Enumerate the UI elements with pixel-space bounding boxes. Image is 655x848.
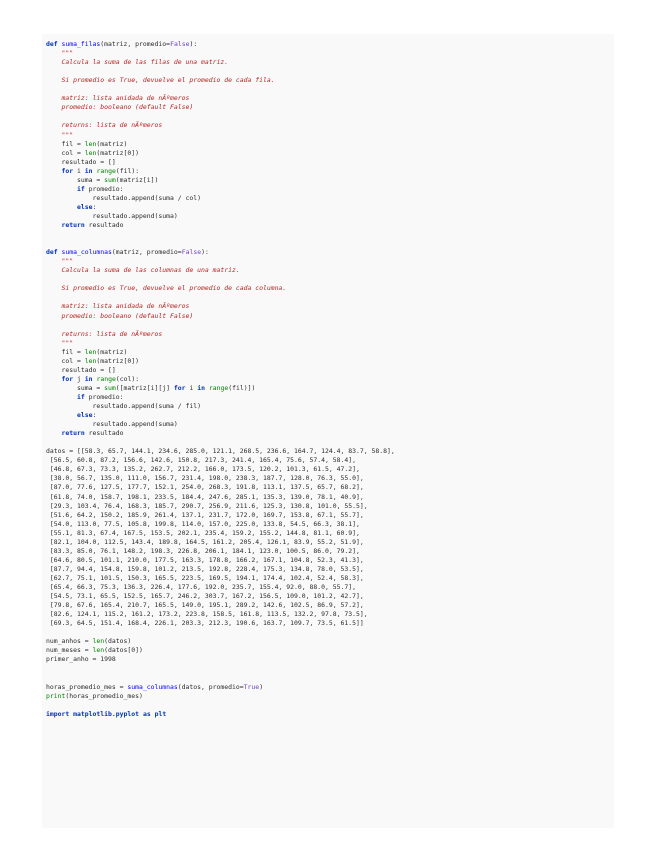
code-line: [87.0, 77.6, 127.5, 177.7, 152.1, 254.0, 268.3, 191.8, 113.1, 137.5, 65.7, 68.2], — [46, 483, 364, 492]
code-line: [38.0, 56.7, 135.0, 111.0, 156.7, 231.4, 198.0, 238.3, 187.7, 128.0, 76.3, 55.0], — [46, 474, 364, 483]
code-line: [83.3, 85.0, 76.1, 148.2, 198.3, 226.8, 206.1, 184.1, 123.0, 100.5, 86.0, 79.2], — [46, 546, 360, 555]
code-line: Si promedio es True, devuelve el promedio de cada fila. — [46, 76, 275, 85]
code-line: [55.1, 81.3, 67.4, 167.5, 153.5, 202.1, 235.4, 159.2, 155.2, 144.8, 81.1, 60.9], — [46, 528, 360, 537]
code-line: suma = sum(matriz[i]) — [46, 175, 159, 184]
code-line: [61.8, 74.0, 158.7, 198.1, 233.5, 184.4, 247.6, 285.1, 135.3, 139.0, 78.1, 40.9], — [46, 492, 364, 501]
code-line: promedio: booleano (default False) — [46, 311, 194, 320]
code-line: returns: lista de nÃºmeros — [46, 121, 163, 130]
code-line: resultado = [] — [46, 365, 116, 374]
code-line: import matplotlib.pyplot as plt — [46, 709, 167, 718]
code-line: [69.3, 64.5, 151.4, 168.4, 226.1, 203.3, 212.3, 190.6, 163.7, 109.7, 73.5, 61.5]] — [46, 619, 364, 628]
code-line: fil = len(matriz) — [46, 139, 128, 148]
code-line: def suma_filas(matriz, promedio=False): — [46, 40, 198, 48]
code-line: [64.6, 80.5, 101.1, 210.0, 177.5, 163.3, 178.8, 166.2, 167.1, 104.8, 52.3, 41.3], — [46, 555, 364, 564]
code-line: return resultado — [61, 429, 124, 438]
code-line: for j in range(col): — [61, 374, 140, 383]
code-line: resultado.append(suma) — [46, 420, 178, 429]
code-line: resultado.append(suma / col) — [46, 193, 202, 202]
code-line: resultado = [] — [46, 157, 116, 166]
code-line: """ — [46, 338, 74, 347]
code-line: horas_promedio_mes = suma_columnas(datos, promedio=True) — [46, 682, 264, 691]
code-line: [62.7, 75.1, 101.5, 150.3, 165.5, 223.5, 169.5, 194.1, 174.4, 102.4, 52.4, 58.3], — [46, 573, 364, 582]
code-line: print(horas_promedio_mes) — [46, 691, 143, 700]
code-line: num_meses = len(datos[0]) — [46, 646, 143, 655]
code-line: [54.5, 73.1, 65.5, 152.5, 165.7, 246.2, 303.7, 167.2, 156.5, 109.0, 101.2, 42.7], — [46, 592, 364, 601]
code-line: """ — [46, 49, 74, 58]
code-line: if promedio: — [77, 184, 124, 193]
code-line: if promedio: — [77, 392, 124, 401]
code-line: matriz: lista anidada de nÃºmeros — [46, 302, 190, 311]
code-line: [51.6, 64.2, 150.2, 185.9, 261.4, 137.1, 231.7, 172.0, 169.7, 153.8, 67.1, 55.7], — [46, 510, 364, 519]
code-line: [56.5, 60.8, 87.2, 156.6, 142.6, 150.8, 217.3, 241.4, 165.4, 75.6, 57.4, 58.4], — [46, 456, 357, 465]
code-line: num_anhos = len(datos) — [46, 637, 132, 646]
code-line: resultado.append(suma) — [46, 211, 178, 220]
code-line: [79.8, 67.6, 165.4, 210.7, 165.5, 149.0, 195.1, 289.2, 142.6, 102.5, 86.9, 57.2], — [46, 601, 364, 610]
code-line: for i in range(fil): — [61, 166, 140, 175]
code-line: Calcula la suma de las filas de una matriz. — [46, 58, 229, 67]
code-line: resultado.append(suma / fil) — [46, 402, 202, 410]
code-line: else: — [77, 411, 97, 420]
code-line: suma = sum([matriz[i][j] for i in range(fil)]) — [46, 383, 256, 392]
code-line: [54.0, 113.0, 77.5, 105.8, 199.8, 114.0, 157.0, 225.0, 133.8, 54.5, 66.3, 38.1], — [46, 519, 360, 528]
code-line: [29.3, 103.4, 76.4, 168.3, 185.7, 290.7, 256.9, 211.6, 125.3, 130.8, 101.0, 55.5], — [46, 501, 368, 510]
code-line: returns: lista de nÃºmeros — [46, 329, 163, 338]
code-line: [46.8, 67.3, 73.3, 135.2, 262.7, 212.2, 166.0, 173.5, 120.2, 101.3, 61.5, 47.2], — [46, 465, 360, 474]
code-line: col = len(matriz[0]) — [46, 148, 140, 157]
code-line: Calcula la suma de las columnas de una matriz. — [46, 266, 240, 275]
code-line: [87.7, 94.4, 154.8, 159.8, 101.2, 213.5, 192.8, 228.4, 175.3, 134.8, 78.0, 53.5], — [46, 564, 364, 573]
code-line: fil = len(matriz) — [46, 347, 128, 356]
code-line: return resultado — [61, 221, 124, 229]
code-line: [82.1, 104.0, 112.5, 143.4, 189.8, 164.5, 161.2, 205.4, 126.1, 83.9, 55.2, 51.9], — [46, 537, 364, 546]
code-line: else: — [77, 202, 97, 211]
code-line: promedio: booleano (default False) — [46, 103, 194, 112]
code-line: [82.6, 124.1, 115.2, 161.2, 173.2, 223.8, 158.5, 161.8, 113.5, 132.2, 97.8, 73.5], — [46, 610, 368, 619]
code-line: matriz: lista anidada de nÃºmeros — [46, 94, 190, 103]
code-line: """ — [46, 257, 74, 266]
code-line: col = len(matriz[0]) — [46, 356, 140, 365]
code-line: """ — [46, 130, 74, 139]
code-line: [65.4, 66.3, 75.3, 136.3, 226.4, 177.6, 192.0, 235.7, 155.4, 92.0, 88.0, 55.7], — [46, 583, 357, 591]
code-line: datos = [[58.3, 65.7, 144.1, 234.6, 285.0, 121.1, 268.5, 236.6, 164.7, 124.4, 83.7, 58.8], — [46, 447, 395, 456]
code-line: def suma_columnas(matriz, promedio=False): — [46, 248, 209, 257]
code-line: Si promedio es True, devuelve el promedio de cada columna. — [46, 284, 287, 293]
code-line: primer_anho = 1998 — [46, 655, 116, 664]
